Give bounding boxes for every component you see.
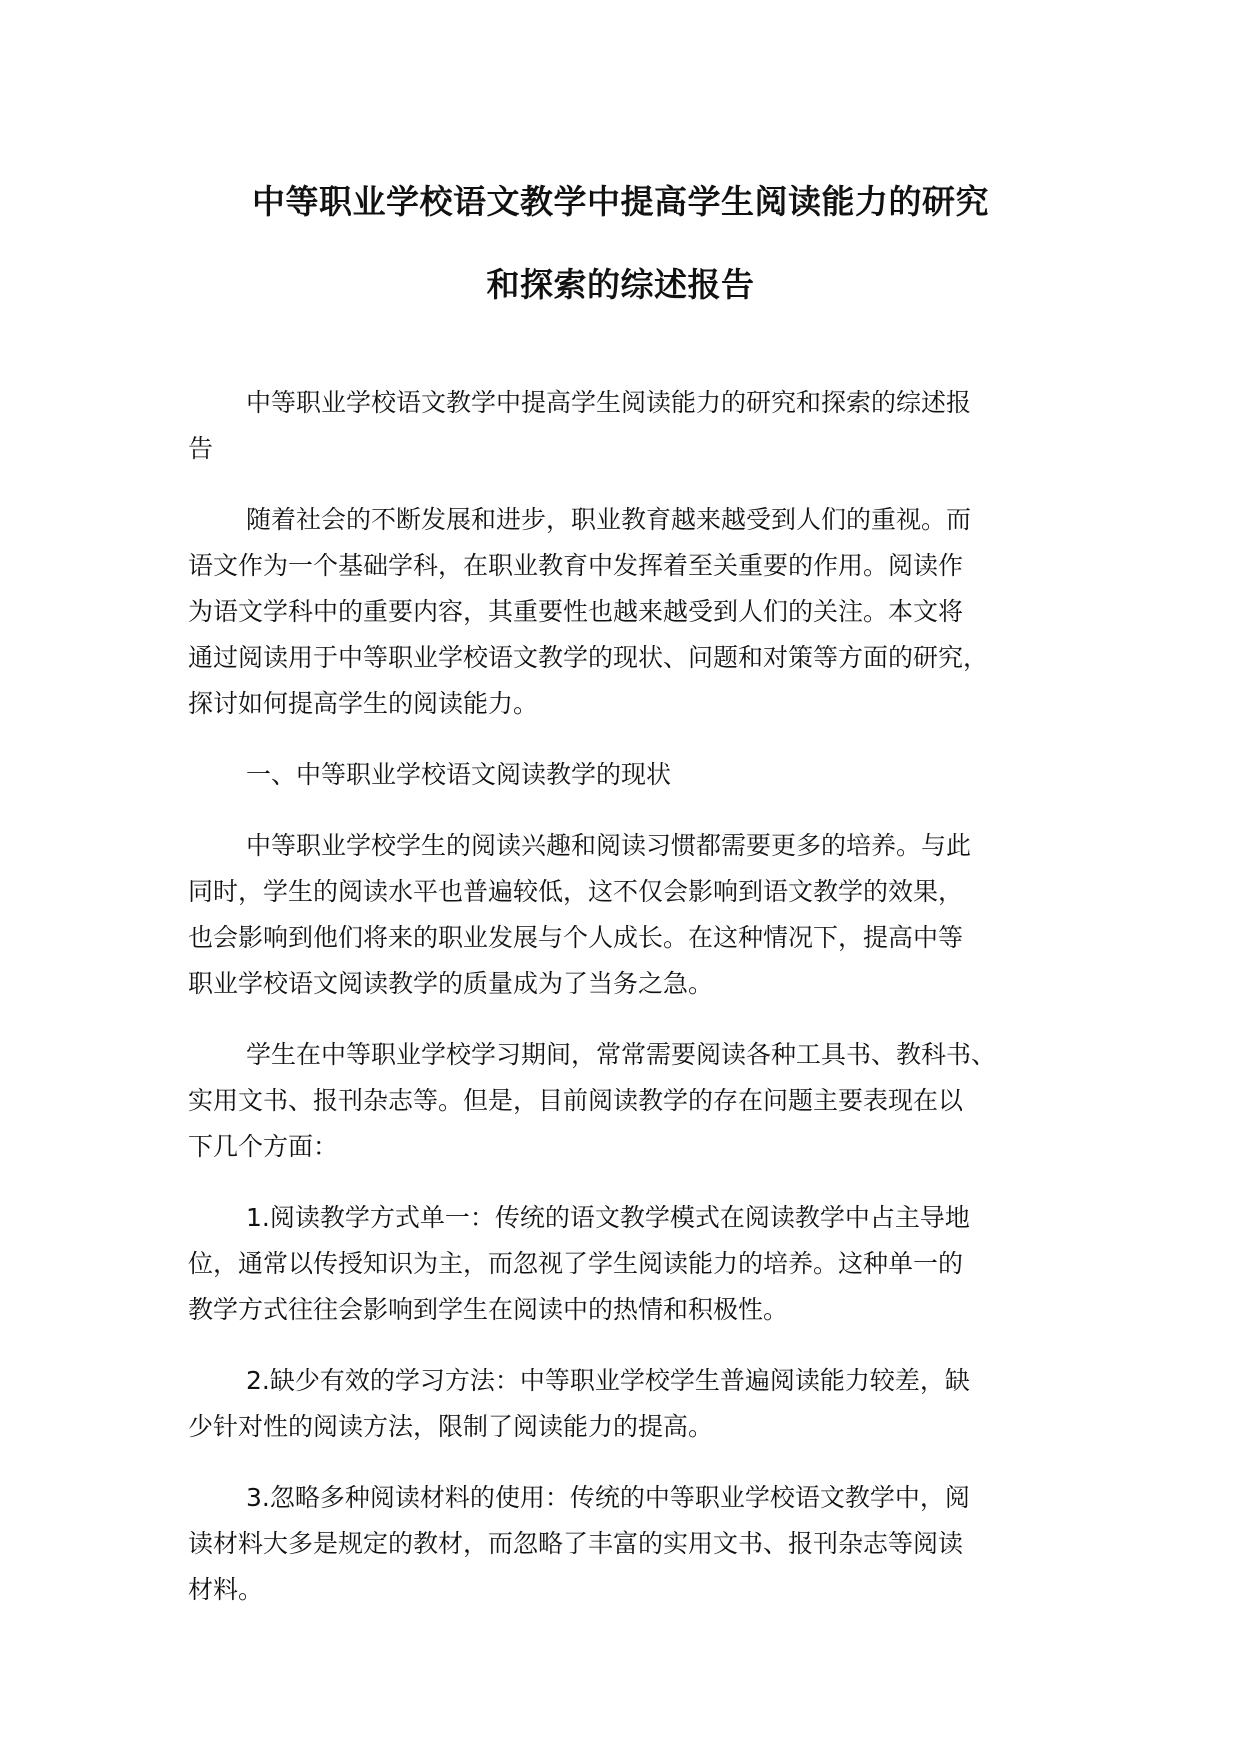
paragraph-line: 读材料大多是规定的教材，而忽略了丰富的实用文书、报刊杂志等阅读	[188, 1529, 964, 1558]
paragraph-line: 材料。	[188, 1575, 264, 1604]
document-title-line-1: 中等职业学校语文教学中提高学生阅读能力的研究	[252, 182, 989, 221]
paragraph	[188, 1032, 1088, 1170]
paragraph-line: 实用文书、报刊杂志等。但是，目前阅读教学的存在问题主要表现在以	[188, 1086, 964, 1115]
paragraph-line: 一、中等职业学校语文阅读教学的现状	[246, 760, 672, 789]
document-title-line-2: 和探索的综述报告	[486, 265, 755, 304]
paragraph-line: 为语文学科中的重要内容，其重要性也越来越受到人们的关注。本文将	[188, 597, 964, 626]
paragraph	[188, 823, 1088, 1007]
paragraph-line: 语文作为一个基础学科，在职业教育中发挥着至关重要的作用。阅读作	[188, 551, 964, 580]
paragraph	[188, 1475, 1088, 1613]
paragraph	[188, 497, 1088, 727]
paragraph-line: 少针对性的阅读方法，限制了阅读能力的提高。	[188, 1412, 714, 1441]
paragraph-line: 下几个方面：	[188, 1132, 339, 1161]
paragraph-line: 3.忽略多种阅读材料的使用：传统的中等职业学校语文教学中，阅	[246, 1483, 970, 1512]
paragraph-line: 通过阅读用于中等职业学校语文教学的现状、问题和对策等方面的研究，	[188, 643, 989, 672]
paragraph-line: 随着社会的不断发展和进步，职业教育越来越受到人们的重视。而	[246, 505, 972, 534]
paragraph-line: 职业学校语文阅读教学的质量成为了当务之急。	[188, 969, 714, 998]
paragraph-line: 探讨如何提高学生的阅读能力。	[188, 689, 539, 718]
paragraph-line: 位，通常以传授知识为主，而忽视了学生阅读能力的培养。这种单一的	[188, 1249, 964, 1278]
paragraph	[188, 1195, 1088, 1333]
paragraph-line: 也会影响到他们将来的职业发展与个人成长。在这种情况下，提高中等	[188, 923, 964, 952]
paragraph-line: 告	[188, 434, 214, 463]
paragraph-line: 2.缺少有效的学习方法：中等职业学校学生普遍阅读能力较差，缺	[246, 1366, 970, 1395]
paragraph-line: 学生在中等职业学校学习期间，常常需要阅读各种工具书、教科书、	[246, 1040, 997, 1069]
paragraph-line: 1.阅读教学方式单一：传统的语文教学模式在阅读教学中占主导地	[246, 1203, 970, 1232]
paragraph	[188, 752, 1088, 798]
paragraph-line: 中等职业学校语文教学中提高学生阅读能力的研究和探索的综述报	[246, 388, 972, 417]
document-body	[188, 380, 1088, 1638]
paragraph-line: 同时，学生的阅读水平也普遍较低，这不仅会影响到语文教学的效果，	[188, 877, 964, 906]
paragraph-line: 中等职业学校学生的阅读兴趣和阅读习惯都需要更多的培养。与此	[246, 831, 972, 860]
paragraph	[188, 380, 1088, 472]
paragraph	[188, 1358, 1088, 1450]
paragraph-line: 教学方式往往会影响到学生在阅读中的热情和积极性。	[188, 1295, 789, 1324]
